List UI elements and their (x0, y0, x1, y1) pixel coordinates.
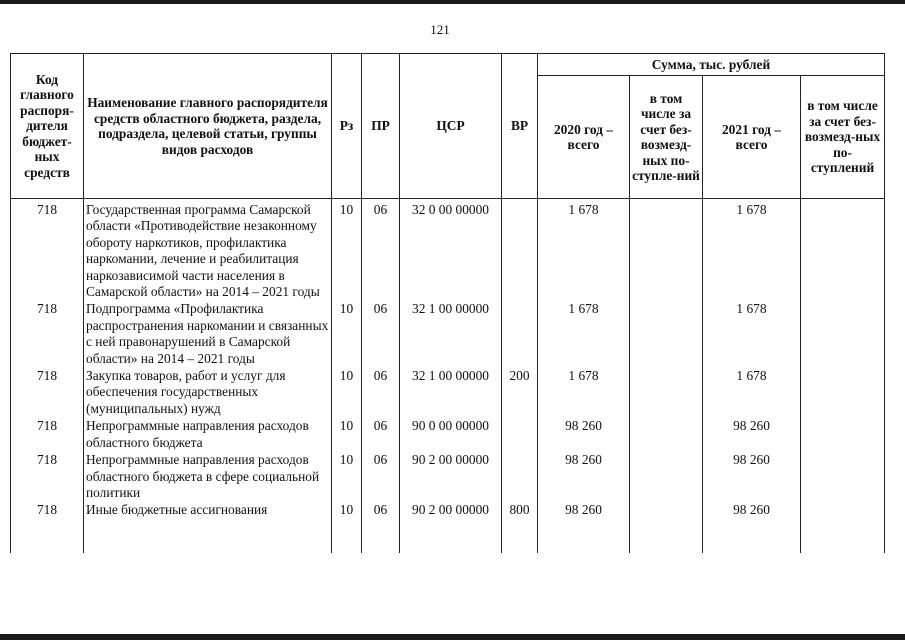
table-row (11, 301, 885, 368)
budget-table (10, 53, 885, 553)
header-2020-grants: в том числе за счет без-возмезд-ных по-ступле-ний (630, 76, 703, 199)
cell-2020-total: 98 260 (538, 452, 630, 502)
cell-2021-grants (801, 452, 885, 502)
cell-2021-grants (801, 418, 885, 452)
header-rz: Рз (332, 54, 362, 199)
cell-csr: 32 1 00 00000 (400, 368, 502, 418)
cell-2021-grants (801, 199, 885, 302)
cell-csr: 32 1 00 00000 (400, 301, 502, 368)
cell-vr (502, 452, 538, 502)
table-row (11, 418, 885, 452)
cell-2020-total: 1 678 (538, 301, 630, 368)
page-number: 121 (430, 22, 450, 37)
cell-2021-total: 98 260 (703, 452, 801, 502)
cell-vr (502, 301, 538, 368)
header-2021-grants: в том числе за счет без-возмезд-ных по-ступлений (801, 76, 885, 199)
cell-2021-total: 98 260 (703, 502, 801, 552)
cell-name: Иные бюджетные ассигнования (84, 502, 332, 552)
cell-2020-total: 98 260 (538, 418, 630, 452)
cell-vr (502, 199, 538, 302)
cell-code: 718 (11, 502, 84, 552)
bottom-scan-border (0, 634, 905, 640)
header-pr: ПР (362, 54, 400, 199)
cell-2020-total: 1 678 (538, 199, 630, 302)
cell-2021-total: 1 678 (703, 368, 801, 418)
cell-rz: 10 (332, 418, 362, 452)
cell-rz: 10 (332, 452, 362, 502)
cell-csr: 90 0 00 00000 (400, 418, 502, 452)
top-scan-border (0, 0, 905, 4)
table-body (11, 199, 885, 553)
cell-2020-grants (630, 418, 703, 452)
cell-name: Непрограммные направления расходов областного бюджета в сфере социальной политики (84, 452, 332, 502)
table-row (11, 452, 885, 502)
cell-2020-total: 1 678 (538, 368, 630, 418)
cell-code: 718 (11, 452, 84, 502)
cell-csr: 32 0 00 00000 (400, 199, 502, 302)
cell-pr: 06 (362, 502, 400, 552)
cell-2020-grants (630, 199, 703, 302)
cell-vr (502, 418, 538, 452)
cell-2020-grants (630, 301, 703, 368)
table-row (11, 502, 885, 552)
cell-vr: 200 (502, 368, 538, 418)
header-sum-group: Сумма, тыс. рублей (538, 54, 885, 76)
header-2021-total: 2021 год – всего (703, 76, 801, 199)
cell-name: Закупка товаров, работ и услуг для обеспечения государственных (муниципальных) нужд (84, 368, 332, 418)
cell-name: Подпрограмма «Профилактика распространения наркомании и связанных с ней правонарушений в Самарской области» на 2014 – 2021 годы (84, 301, 332, 368)
cell-rz: 10 (332, 199, 362, 302)
cell-code: 718 (11, 368, 84, 418)
cell-pr: 06 (362, 452, 400, 502)
cell-2021-total: 98 260 (703, 418, 801, 452)
header-2020-total: 2020 год – всего (538, 76, 630, 199)
table-row (11, 199, 885, 302)
cell-code: 718 (11, 199, 84, 302)
cell-rz: 10 (332, 301, 362, 368)
header-code: Код главного распоря-дителя бюджет-ных средств (11, 54, 84, 199)
cell-code: 718 (11, 418, 84, 452)
cell-name: Государственная программа Самарской области «Противодействие незаконному обороту наркотиков, профилактика наркомании, лечение и реабилитация наркозависимой части населения в Самарской области» на 2014 – 2021 годы (84, 199, 332, 302)
cell-csr: 90 2 00 00000 (400, 502, 502, 552)
cell-2020-grants (630, 368, 703, 418)
cell-name: Непрограммные направления расходов областного бюджета (84, 418, 332, 452)
header-name: Наименование главного распорядителя средств областного бюджета, раздела, подраздела, целевой статьи, группы видов расходов (84, 54, 332, 199)
cell-vr: 800 (502, 502, 538, 552)
header-csr: ЦСР (400, 54, 502, 199)
cell-pr: 06 (362, 301, 400, 368)
cell-2021-grants (801, 368, 885, 418)
cell-pr: 06 (362, 418, 400, 452)
cell-2021-total: 1 678 (703, 199, 801, 302)
cell-2020-total: 98 260 (538, 502, 630, 552)
header-vr: ВР (502, 54, 538, 199)
cell-2021-grants (801, 301, 885, 368)
cell-2020-grants (630, 502, 703, 552)
cell-code: 718 (11, 301, 84, 368)
cell-pr: 06 (362, 368, 400, 418)
cell-csr: 90 2 00 00000 (400, 452, 502, 502)
cell-rz: 10 (332, 368, 362, 418)
cell-pr: 06 (362, 199, 400, 302)
cell-2020-grants (630, 452, 703, 502)
cell-2021-grants (801, 502, 885, 552)
cell-rz: 10 (332, 502, 362, 552)
table-row (11, 368, 885, 418)
cell-2021-total: 1 678 (703, 301, 801, 368)
